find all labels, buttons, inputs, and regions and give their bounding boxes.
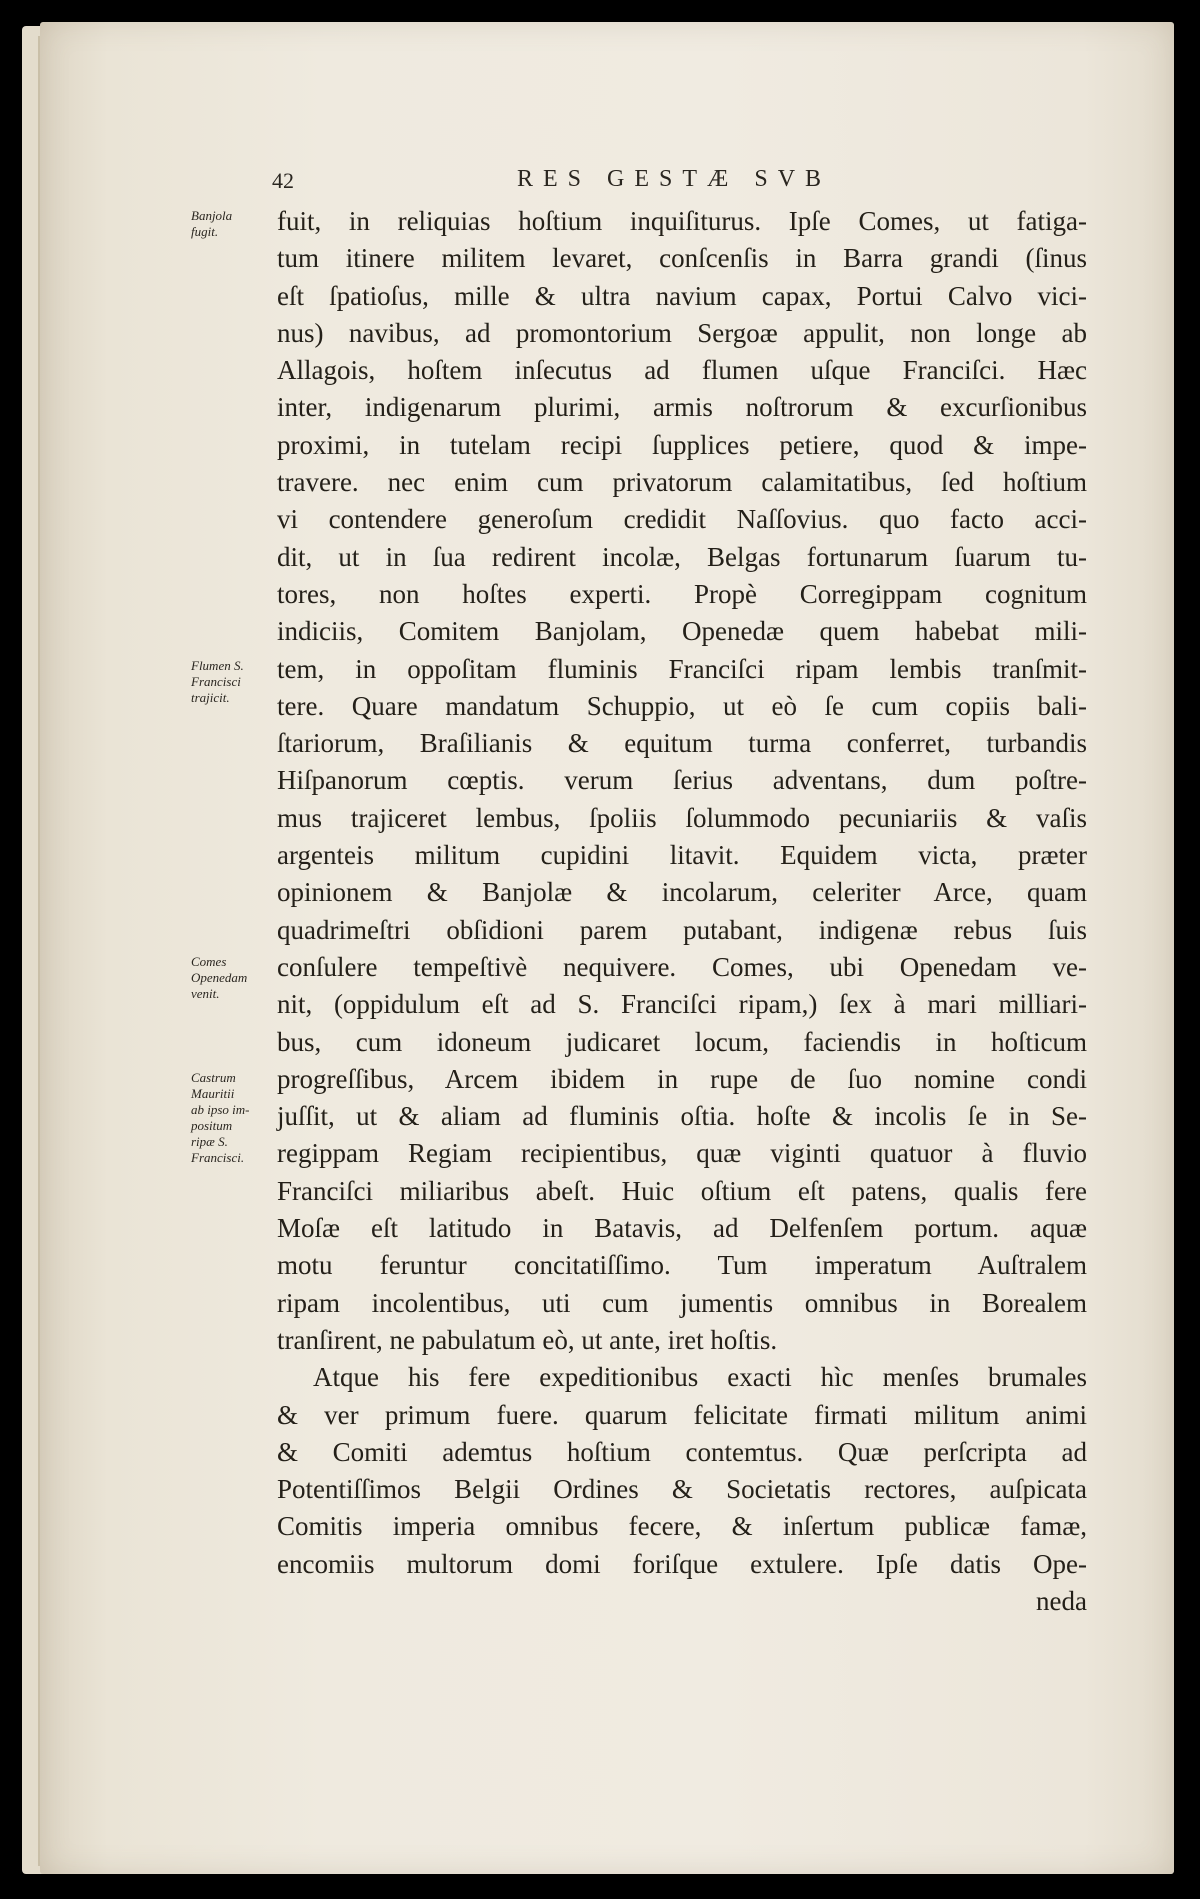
page-header <box>272 166 992 202</box>
text-line: vi contendere generoſum credidit Naſſovius. quo facto acci- <box>277 504 1087 535</box>
text-line: Comitis imperia omnibus fecere, & inſertum publicæ famæ, <box>277 1511 1087 1542</box>
margin-note-line: ab ipso im- <box>191 1102 250 1117</box>
text-line: indiciis, Comitem Banjolam, Openedæ quem habebat mili- <box>277 616 1087 647</box>
margin-note-line: Francisci <box>191 674 241 689</box>
margin-note-line: ripæ S. <box>191 1134 228 1149</box>
margin-note-line: Comes <box>191 954 227 969</box>
text-line: inter, indigenarum plurimi, armis noſtrorum & excurſionibus <box>277 392 1087 423</box>
text-line: regippam Regiam recipientibus, quæ viginti quatuor à fluvio <box>277 1138 1087 1169</box>
text-line: Hiſpanorum cœptis. verum ſerius adventans, dum poſtre- <box>277 765 1087 796</box>
text-line: motu feruntur concitatiſſimo. Tum imperatum Auſtralem <box>277 1250 1087 1281</box>
page-number: 42 <box>272 168 294 193</box>
text-line: Allagois, hoſtem inſecutus ad flumen uſque Franciſci. Hæc <box>277 355 1087 386</box>
margin-note-line: venit. <box>191 986 220 1001</box>
margin-note-line: trajicit. <box>191 690 230 705</box>
catchword: neda <box>1036 1585 1087 1616</box>
text-line: opinionem & Banjolæ & incolarum, celeriter Arce, quam <box>277 877 1087 908</box>
running-head: RES GESTÆ SVB <box>517 166 832 192</box>
text-line: mus trajiceret lembus, ſpoliis ſolummodo pecuniariis & vaſis <box>277 802 1087 833</box>
margin-note-comes <box>191 954 281 1002</box>
text-line: tum itinere militem levaret, conſcenſis in Barra grandi (ſinus <box>277 243 1087 274</box>
text-line: conſulere tempeſtivè nequivere. Comes, ubi Openedam ve- <box>277 951 1087 982</box>
body-text <box>277 203 1087 1620</box>
margin-note-line: positum <box>191 1118 233 1133</box>
text-line: dit, ut in ſua redirent incolæ, Belgas fortunarum ſuarum tu- <box>277 541 1087 572</box>
text-line: proximi, in tutelam recipi ſupplices petiere, quod & impe- <box>277 429 1087 460</box>
margin-note-line: Openedam <box>191 970 248 985</box>
text-line: progreſſibus, Arcem ibidem in rupe de ſuo nomine condi <box>277 1063 1087 1094</box>
margin-note-line: Flumen S. <box>191 658 244 673</box>
text-line: tores, non hoſtes experti. Propè Corregippam cognitum <box>277 578 1087 609</box>
margin-note-line: Castrum <box>191 1070 236 1085</box>
margin-note-line: fugit. <box>191 224 219 239</box>
margin-note-flumen <box>191 658 281 706</box>
text-line: argenteis militum cupidini litavit. Equidem victa, præter <box>277 840 1087 871</box>
text-line: tem, in oppoſitam fluminis Franciſci ripam lembis tranſmit- <box>277 653 1087 684</box>
text-line: juſſit, ut & aliam ad fluminis oſtia. hoſte & incolis ſe in Se- <box>277 1101 1087 1132</box>
margin-note-castrum <box>191 1070 281 1166</box>
text-line: nus) navibus, ad promontorium Sergoæ appulit, non longe ab <box>277 317 1087 348</box>
text-line: & ver primum fuere. quarum felicitate firmati militum animi <box>277 1399 1087 1430</box>
margin-note-line: Mauritii <box>191 1086 235 1101</box>
text-line: tranſirent, ne pabulatum eò, ut ante, iret hoſtis. <box>277 1324 778 1355</box>
text-line: quadrimeſtri obſidioni parem putabant, indigenæ rebus ſuis <box>277 914 1087 945</box>
text-line: Moſæ eſt latitudo in Batavis, ad Delfenſem portum. aquæ <box>277 1213 1087 1244</box>
text-line: ripam incolentibus, uti cum jumentis omnibus in Borealem <box>277 1287 1087 1318</box>
text-line: ſtariorum, Braſilianis & equitum turma conferret, turbandis <box>277 728 1087 759</box>
text-line: encomiis multorum domi foriſque extulere. Ipſe datis Ope- <box>277 1548 1087 1579</box>
text-line: travere. nec enim cum privatorum calamitatibus, ſed hoſtium <box>277 467 1087 498</box>
text-line: Potentiſſimos Belgii Ordines & Societatis rectores, auſpicata <box>277 1474 1087 1505</box>
text-line: bus, cum idoneum judicaret locum, faciendis in hoſticum <box>277 1026 1087 1057</box>
margin-note-line: Francisci. <box>191 1150 245 1165</box>
margin-note-line: Banjola <box>191 208 233 223</box>
text-line: & Comiti ademtus hoſtium contemtus. Quæ perſcripta ad <box>277 1436 1087 1467</box>
text-line: eſt ſpatioſus, mille & ultra navium capax, Portui Calvo vici- <box>277 280 1087 311</box>
margin-note-banjola <box>191 208 281 240</box>
text-line: nit, (oppidulum eſt ad S. Franciſci ripam,) ſex à mari milliari- <box>277 989 1087 1020</box>
text-line: tere. Quare mandatum Schuppio, ut eò ſe cum copiis bali- <box>277 690 1087 721</box>
text-line: Atque his fere expeditionibus exacti hìc menſes brumales <box>313 1362 1087 1393</box>
text-line: fuit, in reliquias hoſtium inquiſiturus. Ipſe Comes, ut fatiga- <box>277 206 1087 236</box>
text-line: Franciſci miliaribus abeſt. Huic oſtium eſt patens, qualis fere <box>277 1175 1087 1206</box>
